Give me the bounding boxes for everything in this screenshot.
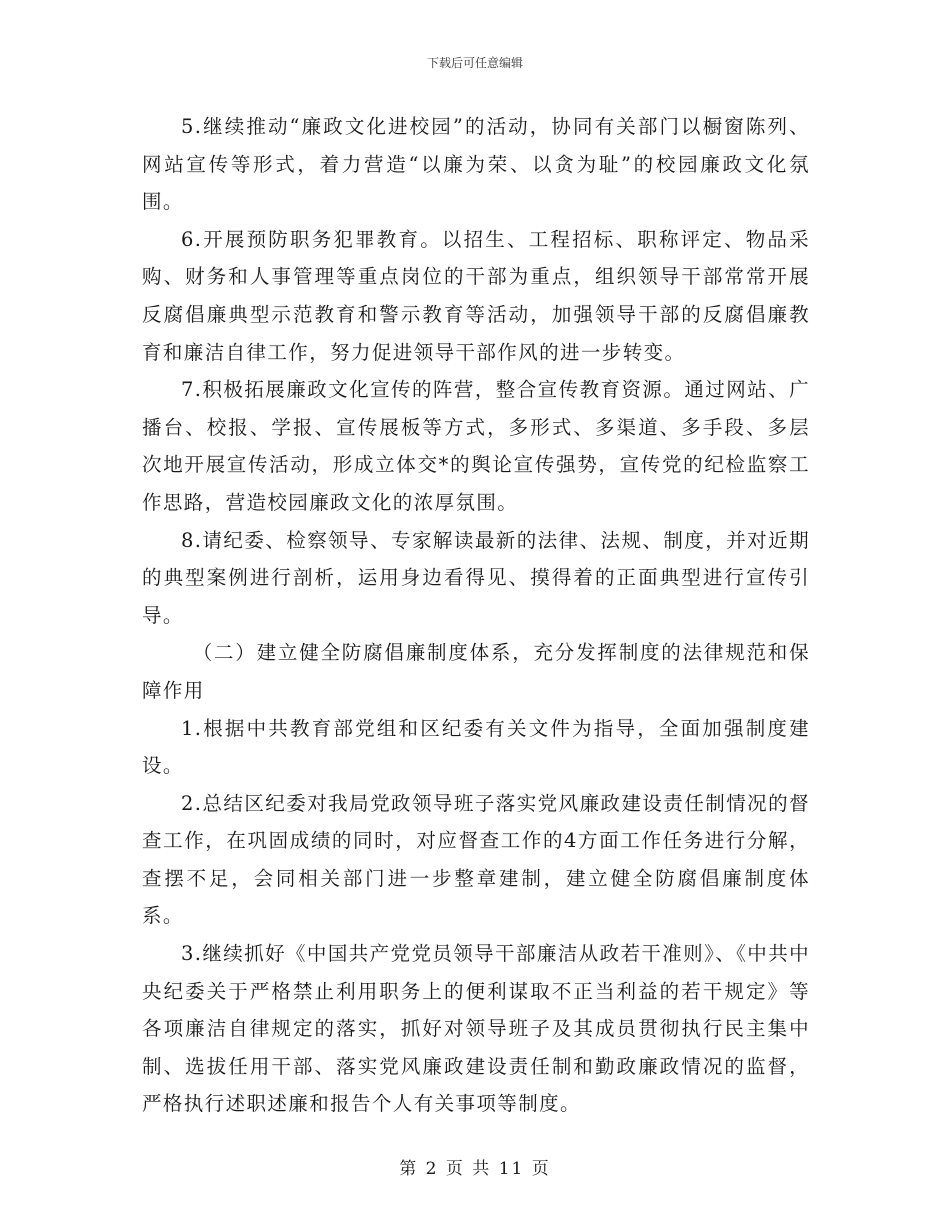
paragraph-6: 6.开展预防职务犯罪教育。以招生、工程招标、职称评定、物品采购、财务和人事管理等重点岗位的干部为重点，组织领导干部常常开展反腐倡廉典型示范教育和警示教育等活动，加强领导干部的反腐倡廉教育和廉洁自律工作，努力促进领导干部作风的进一步转变。	[142, 227, 810, 364]
paragraph-8: 8.请纪委、检察领导、专家解读最新的法律、法规、制度，并对近期的典型案例进行剖析，运用身边看得见、摸得着的正面典型进行宣传引导。	[142, 528, 810, 627]
paragraph-3: 3.继续抓好《中国共产党党员领导干部廉洁从政若干准则》、《中共中央纪委关于严格禁止利用职务上的便利谋取不正当利益的若干规定》等各项廉洁自律规定的落实，抓好对领导班子及其成员贯彻执行民主集中制、选拔任用干部、落实党风廉政建设责任制和勤政廉政情况的监督，严格执行述职述廉和报告个人有关事项等制度。	[142, 942, 810, 1116]
page-number-label: 第 2 页 共 11 页	[399, 1159, 551, 1179]
paragraph-7: 7.积极拓展廉政文化宣传的阵营，整合宣传教育资源。通过网站、广播台、校报、学报、宣传展板等方式，多形式、多渠道、多手段、多层次地开展宣传活动，形成立体交*的舆论宣传强势，宣传党的纪检监察工作思路，营造校园廉政文化的浓厚氛围。	[142, 378, 810, 514]
header-note: 下载后可任意编辑	[426, 56, 523, 70]
section-heading-2: （二）建立健全防腐倡廉制度体系，充分发挥制度的法律规范和保障作用	[142, 641, 810, 702]
document-body	[142, 108, 810, 1123]
paragraph-2: 2.总结区纪委对我局党政领导班子落实党风廉政建设责任制情况的督查工作，在巩固成绩的同时，对应督查工作的4方面工作任务进行分解，查摆不足，会同相关部门进一步整章建制，建立健全防腐倡廉制度体系。	[142, 791, 810, 928]
paragraph-1: 1.根据中共教育部党组和区纪委有关文件为指导，全面加强制度建设。	[142, 716, 810, 778]
paragraph-5: 5.继续推动“廉政文化进校园”的活动，协同有关部门以橱窗陈列、网站宣传等形式，着力营造“以廉为荣、以贪为耻”的校园廉政文化氛围。	[142, 115, 810, 214]
page-number-footer	[0, 1154, 950, 1179]
